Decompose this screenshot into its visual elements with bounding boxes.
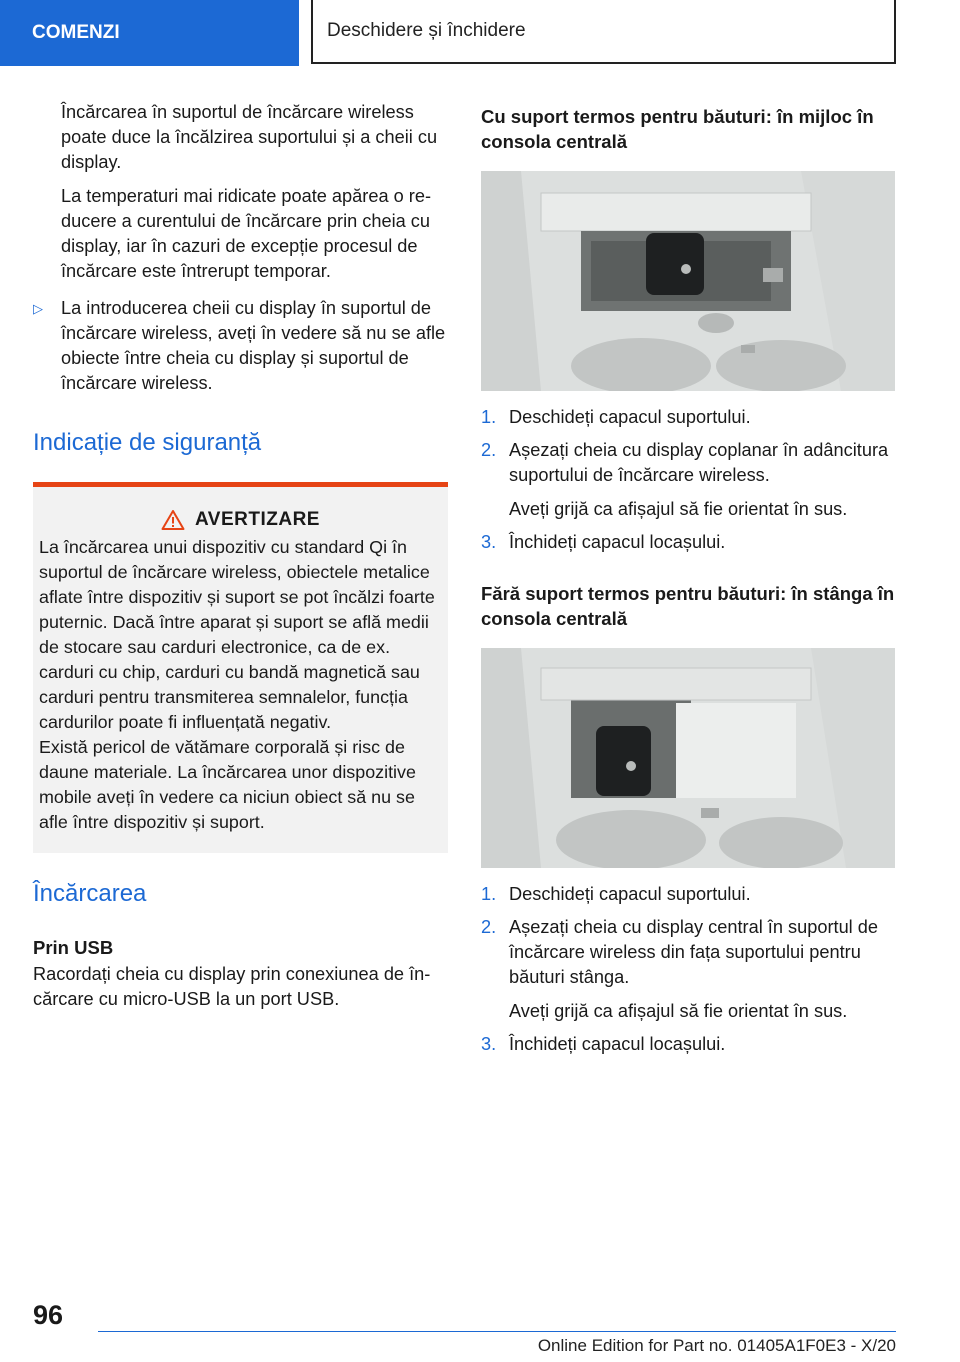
- warning-title: AVERTIZARE: [195, 509, 320, 530]
- step-number: 3.: [481, 1034, 497, 1054]
- step-text: Închideți capacul locașului.: [509, 1034, 726, 1054]
- list-item: [481, 438, 895, 522]
- chapter-title-box: [311, 0, 896, 64]
- step-number: 1.: [481, 407, 497, 427]
- section-1-heading: Cu suport termos pentru băuturi: în mijloc în consola centrală: [481, 106, 874, 152]
- steps-list-1: [481, 405, 895, 555]
- warning-text-1: La încărcarea unui dispozitiv cu standard Qi în suportul de încărcare wireless, obiectele metalice aflate între dispozitiv și suport se pot încălzi foarte puternic. Dacă între aparat și suport se află medii de stocare sau carduri electronice, ca de ex. carduri cu chip, carduri cu bandă magnetică sau carduri pentru transmiterea semnalelor, funcția cardurilor poate fi influențată negativ.: [39, 537, 435, 732]
- step-text: Închideți capacul locașului.: [509, 532, 726, 552]
- section-2-heading: Fără suport termos pentru băuturi: în stânga în consola centrală: [481, 583, 895, 629]
- console-illustration-2: [481, 648, 895, 868]
- figure-center-console-middle: [481, 171, 895, 391]
- step-note: Aveți grijă ca afișajul să fie orientat în sus.: [509, 1001, 848, 1021]
- step-note: Aveți grijă ca afișajul să fie orientat în sus.: [509, 499, 848, 519]
- console-illustration-1: [481, 171, 895, 391]
- steps-list-2: [481, 882, 895, 1057]
- warning-box: [33, 482, 448, 853]
- list-item: [481, 405, 895, 430]
- triangle-bullet-icon: ▷: [33, 301, 43, 316]
- charging-heading: Încărcarea: [33, 880, 147, 907]
- step-text: Așezați cheia cu display central în suportul de încărcare wireless din fața suportului pentru băuturi stânga.: [509, 917, 879, 987]
- step-number: 1.: [481, 884, 497, 904]
- list-item: [481, 530, 895, 555]
- list-item: [33, 296, 448, 396]
- warning-text-2: Există pericol de vătămare corporală și risc de daune materiale. La încărcarea unor dispozitive mobile aveți în vedere ca niciun obiect să nu se afle între dispozitiv și suport.: [39, 737, 416, 832]
- section-tab-label: COMENZI: [32, 22, 120, 43]
- step-number: 3.: [481, 532, 497, 552]
- intro-paragraph-2: La temperaturi mai ridicate poate apărea o reducere a curentului de încărcare prin cheia cu display, iar în cazuri de excepție procesul de încărcare este întrerupt temporar.: [61, 186, 432, 281]
- safety-heading: Indicație de siguranță: [33, 429, 262, 456]
- list-item: [481, 1032, 895, 1057]
- chapter-title: Deschidere și închidere: [327, 20, 526, 41]
- footer-divider: [98, 1331, 896, 1332]
- figure-center-console-left: [481, 648, 895, 868]
- bullet-text: La introducerea cheii cu display în suportul de încărcare wireless, aveți în vedere să nu se afle obiecte între cheia cu display și suportul de încărcare wireless.: [61, 298, 446, 393]
- step-text: Deschideți capacul suportului.: [509, 407, 751, 427]
- usb-heading: Prin USB: [33, 937, 114, 958]
- list-item: [481, 915, 895, 1024]
- intro-paragraph-1: Încărcarea în suportul de încărcare wireless poate duce la încălzirea suportului și a cheii cu display.: [61, 102, 438, 172]
- step-text: Așezați cheia cu display coplanar în adâncitura suportului de încărcare wireless.: [509, 440, 889, 485]
- warning-title-row: [39, 509, 442, 531]
- list-item: [481, 882, 895, 907]
- warning-triangle-icon: [161, 509, 185, 531]
- edition-text: Online Edition for Part no. 01405A1F0E3 - X/20: [537, 1336, 896, 1355]
- step-number: 2.: [481, 917, 497, 937]
- left-column: [33, 100, 448, 1012]
- page-number: 96: [33, 1300, 64, 1330]
- usb-text: Racordați cheia cu display prin conexiunea de încărcare cu micro-USB la un port USB.: [33, 964, 431, 1009]
- step-text: Deschideți capacul suportului.: [509, 884, 751, 904]
- right-column: [481, 100, 895, 1057]
- step-number: 2.: [481, 440, 497, 460]
- section-tab[interactable]: [0, 0, 299, 66]
